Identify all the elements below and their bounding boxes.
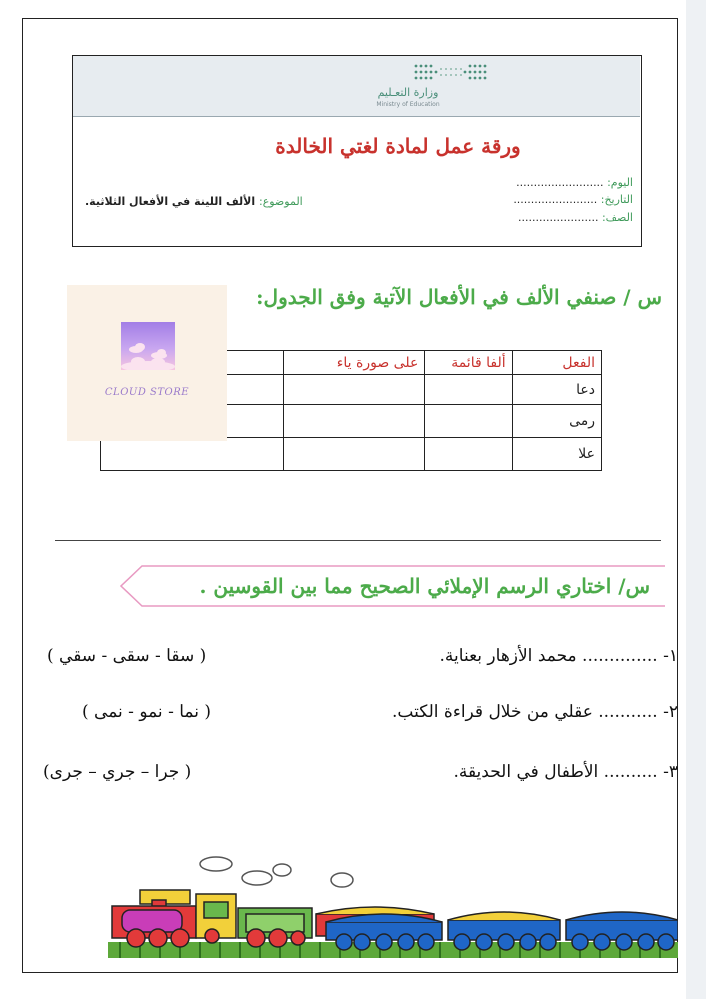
class-blank: ....................... [518, 211, 602, 224]
topic-value: الألف اللينة في الأفعال الثلاثية. [85, 195, 259, 208]
train-illustration-icon [100, 850, 678, 965]
day-label: اليوم: [607, 176, 633, 189]
date-label: التاريخ: [600, 193, 633, 206]
day-blank: ......................... [516, 176, 608, 189]
header-tall-alif: ألفا قائمة [425, 351, 512, 375]
topic-label: الموضوع: [258, 195, 303, 208]
question-2-item-1: ١- .............. محمد الأزهار بعناية. [439, 646, 678, 666]
date-field [513, 193, 633, 206]
question-2-prompt: س/ اختاري الرسم الإملائي الصحيح مما بين القوسين . [199, 574, 650, 598]
worksheet-title: ورقة عمل لمادة لغتي الخالدة [275, 134, 521, 158]
ministry-banner [73, 56, 640, 117]
class-label: الصف: [601, 211, 633, 224]
date-blank: ........................ [513, 193, 601, 206]
table-row [101, 438, 602, 471]
question-1-prompt: س / صنفي الألف في الأفعال الآتية وفق الجدول: [256, 285, 662, 309]
topic-field [85, 195, 303, 208]
verb-cell: دعا [512, 375, 601, 405]
ministry-logo-icon [408, 62, 498, 84]
answer-cell[interactable] [425, 405, 512, 438]
header-ya-form: على صورة ياء [283, 351, 424, 375]
item-1-options: ( سقا - سقى - سقي ) [47, 646, 207, 666]
day-field [516, 176, 633, 189]
worksheet-header [72, 55, 642, 247]
answer-cell[interactable] [283, 405, 424, 438]
answer-cell[interactable] [283, 375, 424, 405]
header-verb: الفعل [512, 351, 601, 375]
ministry-name-en: Ministry of Education [376, 101, 440, 108]
ministry-name-ar: وزارة التعـليم [377, 86, 439, 99]
question-2-item-2: ٢- ........... عقلي من خلال قراءة الكتب. [392, 702, 678, 722]
cloud-store-watermark [67, 285, 227, 441]
answer-cell[interactable] [425, 438, 512, 471]
cloud-store-caption: CLOUD STORE [104, 387, 190, 398]
cloud-store-logo-icon [121, 322, 175, 370]
verb-cell: علا [512, 438, 601, 471]
answer-cell[interactable] [101, 438, 284, 471]
class-field [518, 211, 633, 224]
question-2-banner [120, 565, 666, 607]
section-divider [55, 540, 661, 541]
question-2-item-3: ٣- .......... الأطفال في الحديقة. [453, 762, 678, 782]
verb-cell: رمى [512, 405, 601, 438]
answer-cell[interactable] [425, 375, 512, 405]
item-2-options: ( نما - نمو - نمى ) [82, 702, 211, 722]
answer-cell[interactable] [283, 438, 424, 471]
page-side-strip [686, 0, 706, 999]
item-3-options: ( جرا – جري – جرى) [43, 762, 192, 782]
